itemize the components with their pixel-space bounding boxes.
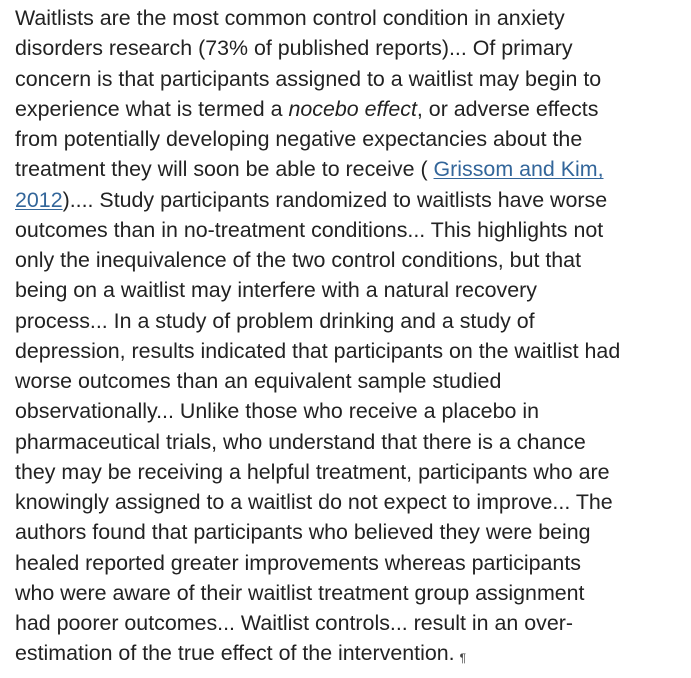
text-line-15: pharmaceutical trials, who understand that there is a chance bbox=[15, 429, 586, 454]
text-line-11: process... In a study of problem drinking and a study of bbox=[15, 308, 535, 333]
text-line-8: outcomes than in no-treatment conditions... This highlights not bbox=[15, 217, 604, 242]
text-line-22-text: estimation of the true effect of the intervention. bbox=[15, 641, 455, 666]
text-line-12: depression, results indicated that participants on the waitlist had bbox=[15, 338, 621, 363]
text-line-21: had poorer outcomes... Waitlist controls... result in an over- bbox=[15, 611, 573, 635]
text-line-1: Waitlists are the most common control condition in anxiety bbox=[15, 6, 565, 30]
text-line-20: who were aware of their waitlist treatment group assignment bbox=[15, 580, 585, 605]
text-line-14: observationally... Unlike those who receive a placebo in bbox=[15, 399, 539, 424]
text-line-9: only the inequivalence of the two control conditions, but that bbox=[15, 248, 582, 272]
text-line-3: concern is that participants assigned to a waitlist may begin to bbox=[15, 66, 602, 91]
document-body bbox=[15, 3, 687, 669]
text-line-19: healed reported greater improvements whereas participants bbox=[15, 550, 581, 575]
text-line-16: they may be receiving a helpful treatment, participants who are bbox=[15, 459, 610, 484]
text-line-7 bbox=[15, 185, 687, 215]
text-line-4-end: , or adverse effects bbox=[416, 96, 599, 121]
text-line-5: from potentially developing negative expectancies about the bbox=[15, 127, 583, 151]
text-line-13: worse outcomes than an equivalent sample studied bbox=[15, 369, 502, 393]
text-line-18: authors found that participants who believed they were being bbox=[15, 520, 591, 545]
citation-link-part-1[interactable]: Grissom and Kim, bbox=[433, 157, 604, 182]
text-line-22 bbox=[15, 638, 687, 668]
text-line-17: knowingly assigned to a waitlist do not expect to improve... The bbox=[15, 490, 613, 514]
text-line-4-start: experience what is termed a bbox=[15, 96, 289, 121]
nocebo-effect-term: nocebo effect bbox=[288, 96, 417, 121]
text-line-6 bbox=[15, 154, 687, 184]
text-line-4 bbox=[15, 94, 687, 124]
paragraph-mark-icon: ¶ bbox=[459, 651, 467, 666]
text-line-7-end: ).... Study participants randomized to waitlists have worse bbox=[62, 187, 608, 212]
text-line-2: disorders research (73% of published reports)... Of primary bbox=[15, 36, 573, 61]
citation-link-part-2[interactable]: 2012 bbox=[15, 187, 63, 212]
text-line-6-start: treatment they will soon be able to receive ( bbox=[15, 157, 434, 182]
text-line-10: being on a waitlist may interfere with a natural recovery bbox=[15, 278, 537, 303]
